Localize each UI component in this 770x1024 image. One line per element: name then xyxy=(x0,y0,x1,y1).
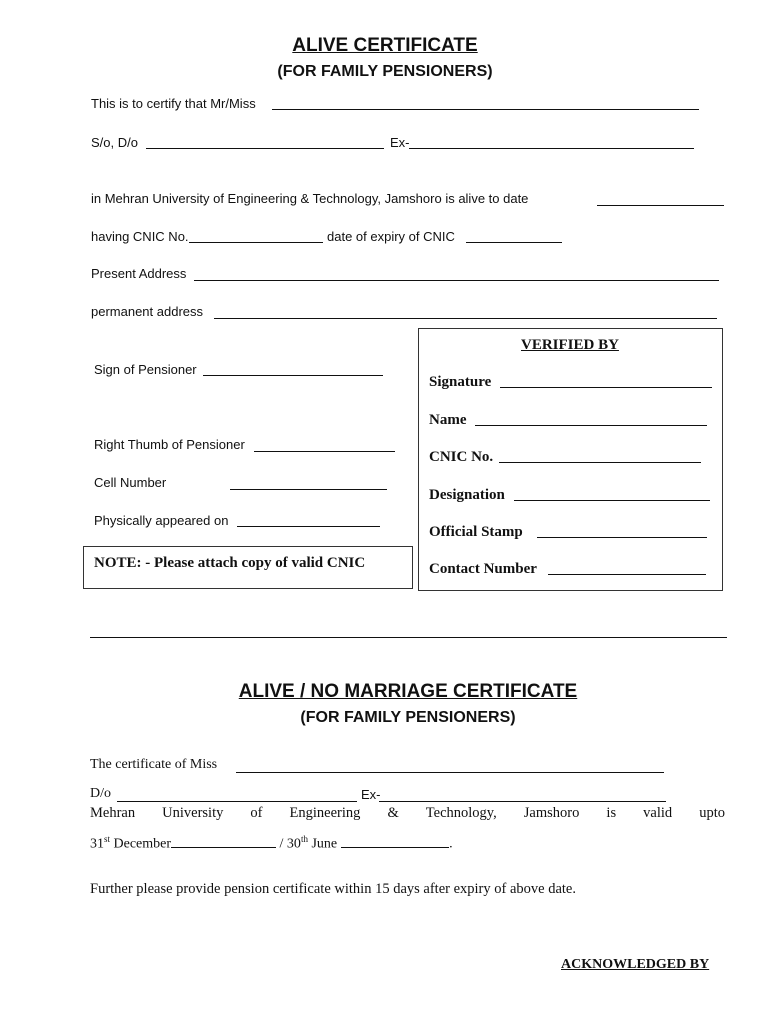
cell-number-field-line[interactable] xyxy=(230,489,387,490)
alive-date-field-line[interactable] xyxy=(597,205,724,206)
certificate-of-miss-label: The certificate of Miss xyxy=(90,757,218,772)
official-stamp-label: Official Stamp xyxy=(429,524,523,540)
signature-label: Signature xyxy=(429,374,492,390)
no-marriage-title: ALIVE / NO MARRIAGE CERTIFICATE xyxy=(238,681,578,702)
so-do-label: S/o, D/o xyxy=(91,135,138,150)
designation-label: Designation xyxy=(429,487,505,503)
physically-appeared-label: Physically appeared on xyxy=(94,513,229,528)
verifier-cnic-field-line[interactable] xyxy=(499,462,701,463)
certificate-subtitle: (FOR FAMILY PENSIONERS) xyxy=(277,63,493,80)
verifier-name-field-line[interactable] xyxy=(475,425,707,426)
pension-certificate-note: Further please provide pension certificate within 15 days after expiry of above date. xyxy=(90,881,576,897)
do-label: D/o xyxy=(90,786,111,801)
cnic-expiry-field-line[interactable] xyxy=(466,242,562,243)
contact-number-field-line[interactable] xyxy=(548,574,706,575)
cnic-expiry-label: date of expiry of CNIC xyxy=(327,229,455,244)
note-text: NOTE: - Please attach copy of valid CNIC xyxy=(94,555,366,571)
signature-field-line[interactable] xyxy=(500,387,712,388)
name-label: Name xyxy=(429,412,467,428)
so-do-field-line[interactable] xyxy=(146,148,384,149)
thumb-pensioner-label: Right Thumb of Pensioner xyxy=(94,437,245,452)
note-box xyxy=(83,546,413,589)
cell-number-label: Cell Number xyxy=(94,475,167,490)
cnic-label: having CNIC No. xyxy=(91,229,189,244)
december-date-field-line[interactable] xyxy=(171,847,276,848)
ex-label-2: Ex- xyxy=(361,787,381,802)
physically-appeared-field-line[interactable] xyxy=(237,526,380,527)
certify-label: This is to certify that Mr/Miss xyxy=(91,96,256,111)
verifier-cnic-label: CNIC No. xyxy=(429,449,494,465)
mehran-alive-text: in Mehran University of Engineering & Technology, Jamshoro is alive to date xyxy=(91,191,529,206)
present-address-label: Present Address xyxy=(91,266,187,281)
designation-field-line[interactable] xyxy=(514,500,710,501)
contact-number-label: Contact Number xyxy=(429,561,537,577)
permanent-address-field-line[interactable] xyxy=(214,318,717,319)
ex-label: Ex- xyxy=(390,135,410,150)
permanent-address-label: permanent address xyxy=(91,304,204,319)
section-divider xyxy=(90,637,727,638)
mehran-valid-text: Mehran University of Engineering & Technology, Jamshoro is valid upto xyxy=(90,805,725,821)
official-stamp-field-line[interactable] xyxy=(537,537,707,538)
present-address-field-line[interactable] xyxy=(194,280,719,281)
sign-pensioner-field-line[interactable] xyxy=(203,375,383,376)
ex-field-line[interactable] xyxy=(409,148,694,149)
name-field-line[interactable] xyxy=(272,109,699,110)
june-date-field-line[interactable] xyxy=(341,847,449,848)
certificate-title: ALIVE CERTIFICATE xyxy=(292,35,478,56)
acknowledged-by-label: ACKNOWLEDGED BY xyxy=(561,957,710,972)
verified-by-heading: VERIFIED BY xyxy=(521,337,619,353)
cnic-field-line[interactable] xyxy=(189,242,323,243)
verified-by-box xyxy=(418,328,723,591)
thumb-pensioner-field-line[interactable] xyxy=(254,451,395,452)
validity-date-line: 31st December / 30th June . xyxy=(90,834,453,852)
ex-field-line-2[interactable] xyxy=(379,801,666,802)
no-marriage-subtitle: (FOR FAMILY PENSIONERS) xyxy=(300,709,516,726)
sign-pensioner-label: Sign of Pensioner xyxy=(94,362,197,377)
miss-name-field-line[interactable] xyxy=(236,772,664,773)
do-field-line[interactable] xyxy=(117,801,357,802)
